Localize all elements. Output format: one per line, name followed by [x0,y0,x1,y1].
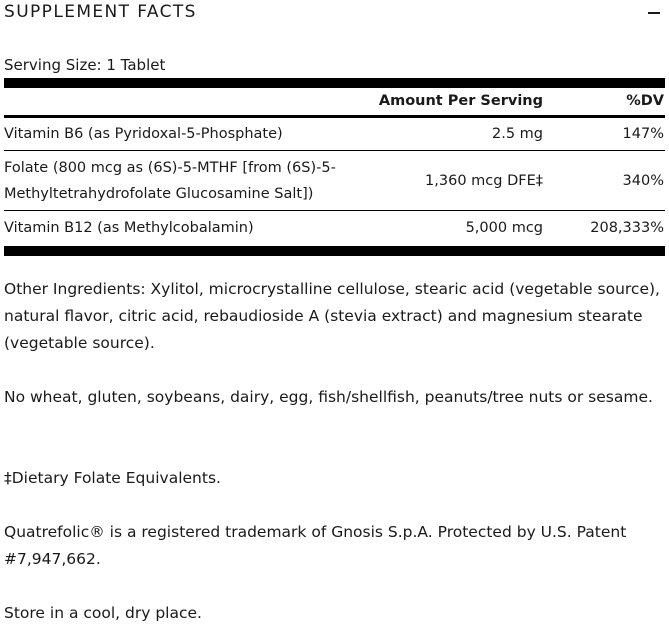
nutrient-name: Vitamin B12 (as Methylcobalamin) [4,220,254,236]
section-header[interactable] [4,0,664,26]
amount-column-header: Amount Per Serving [378,93,543,109]
row-divider [4,150,665,151]
minus-icon[interactable] [648,12,660,14]
other-ingredients: Other Ingredients: Xylitol, microcrystalline cellulose, stearic acid (vegetable source), natural flavor, citric acid, rebaudioside A (stevia extract) and magnesium stearate (vegetable source). [4,280,660,352]
nutrient-dv: 147% [622,126,664,142]
header-rule [4,115,665,118]
section-title: SUPPLEMENT FACTS [4,2,197,22]
nutrient-dv: 340% [622,173,664,189]
dfe-footnote: ‡Dietary Folate Equivalents. [4,469,221,487]
top-rule [4,78,665,88]
trademark-notice: Quatrefolic® is a registered trademark of Gnosis S.p.A. Protected by U.S. Patent #7,947,662. [4,523,627,568]
allergen-statement: No wheat, gluten, soybeans, dairy, egg, fish/shellfish, peanuts/tree nuts or sesame. [4,388,653,406]
bottom-rule [4,246,665,256]
storage-instructions: Store in a cool, dry place. [4,604,202,622]
row-divider [4,210,665,211]
nutrient-dv: 208,333% [590,220,664,236]
dv-column-header: %DV [626,93,664,109]
nutrient-name: Vitamin B6 (as Pyridoxal-5-Phosphate) [4,126,283,142]
nutrient-amount: 2.5 mg [492,126,543,142]
serving-size: Serving Size: 1 Tablet [4,56,166,74]
nutrient-amount: 1,360 mcg DFE‡ [425,173,543,189]
nutrient-name: Folate (800 mcg as (6S)-5-MTHF [from (6S)-5- [4,160,336,176]
nutrient-amount: 5,000 mcg [465,220,543,236]
nutrient-name-cont: Methyltetrahydrofolate Glucosamine Salt]) [4,186,314,202]
